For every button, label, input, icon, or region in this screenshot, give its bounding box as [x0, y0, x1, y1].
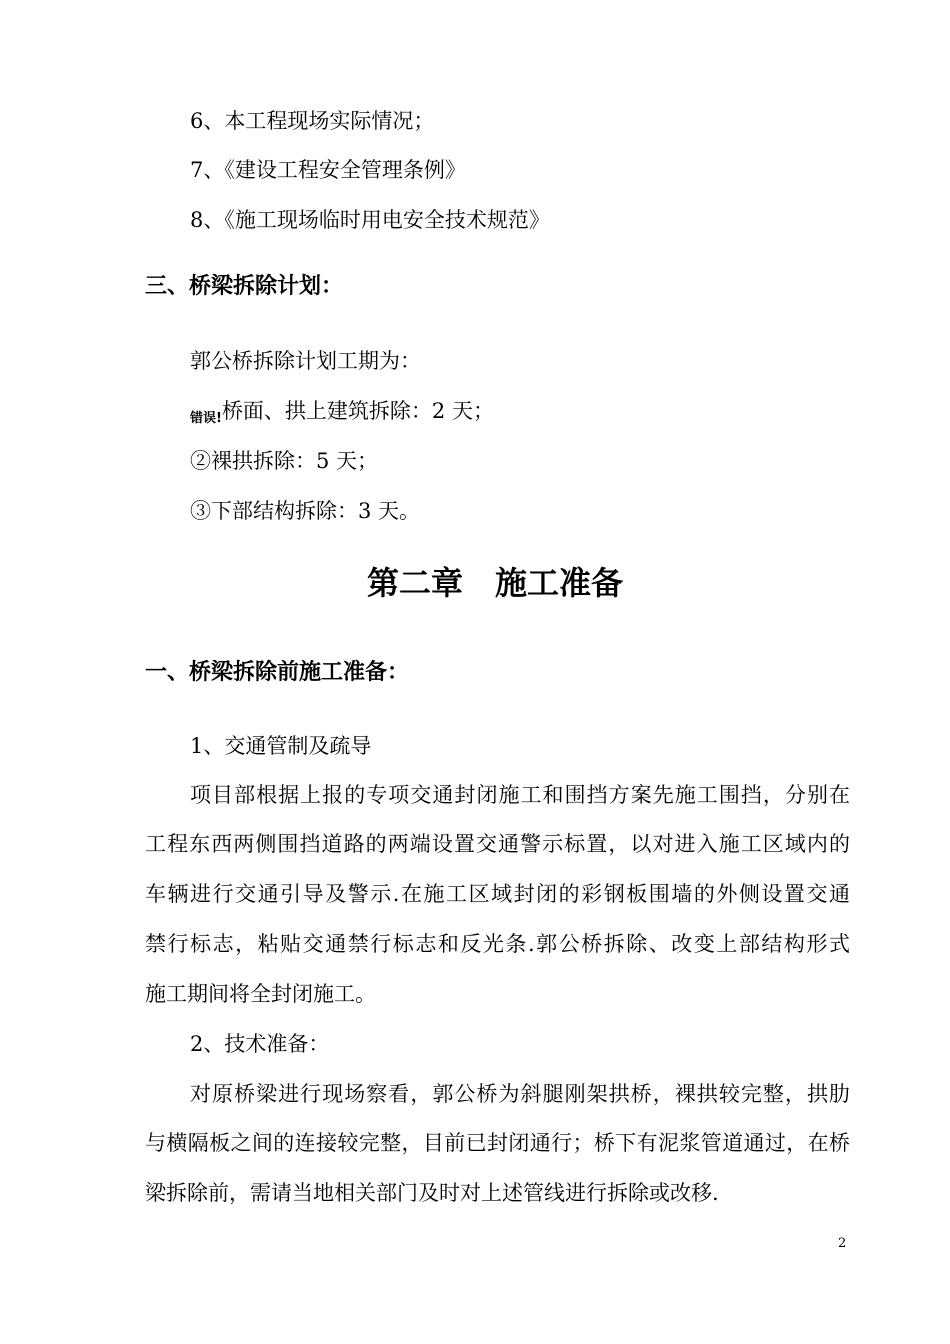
paragraph-line: 项目部根据上报的专项交通封闭施工和围挡方案先施工围挡，分别在 [190, 783, 850, 807]
section-heading: 一、桥梁拆除前施工准备： [145, 660, 410, 685]
list-item: 8、《施工现场临时用电安全技术规范》 [190, 208, 550, 232]
list-item: 6、本工程现场实际情况； [190, 109, 435, 133]
paragraph-line: 车辆进行交通引导及警示.在施工区域封闭的彩钢板围墙的外侧设置交通 [145, 882, 850, 906]
paragraph-line: 对原桥梁进行现场察看，郭公桥为斜腿刚架拱桥，裸拱较完整，拱肋 [190, 1082, 850, 1106]
plan-step-3: ③下部结构拆除：3 天。 [190, 499, 421, 523]
plan-step-text: 桥面、拱上建筑拆除：2 天； [221, 399, 494, 423]
paragraph-line: 梁拆除前，需请当地相关部门及时对上述管线进行拆除或改移. [145, 1181, 719, 1205]
subsection-title: 1、交通管制及疏导 [190, 734, 372, 758]
paragraph-line: 工程东西两侧围挡道路的两端设置交通警示标置，以对进入施工区域内的 [145, 832, 850, 856]
plan-step-1 [190, 397, 494, 429]
error-marker: 错误! [190, 411, 222, 426]
page-number: 2 [838, 1236, 847, 1251]
subsection-title: 2、技术准备： [190, 1032, 330, 1056]
list-item: 7、《建设工程安全管理条例》 [190, 158, 466, 182]
paragraph-line: 施工期间将全封闭施工。 [145, 982, 376, 1006]
paragraph-line: 禁行标志，粘贴交通禁行标志和反光条.郭公桥拆除、改变上部结构形式 [145, 932, 850, 956]
section-heading: 三、桥梁拆除计划： [145, 274, 344, 299]
plan-step-2: ②裸拱拆除：5 天； [190, 449, 379, 473]
paragraph-line: 与横隔板之间的连接较完整，目前已封闭通行；桥下有泥浆管道通过，在桥 [145, 1131, 850, 1155]
chapter-title: 第二章 施工准备 [366, 564, 623, 602]
paragraph: 郭公桥拆除计划工期为： [190, 349, 421, 373]
